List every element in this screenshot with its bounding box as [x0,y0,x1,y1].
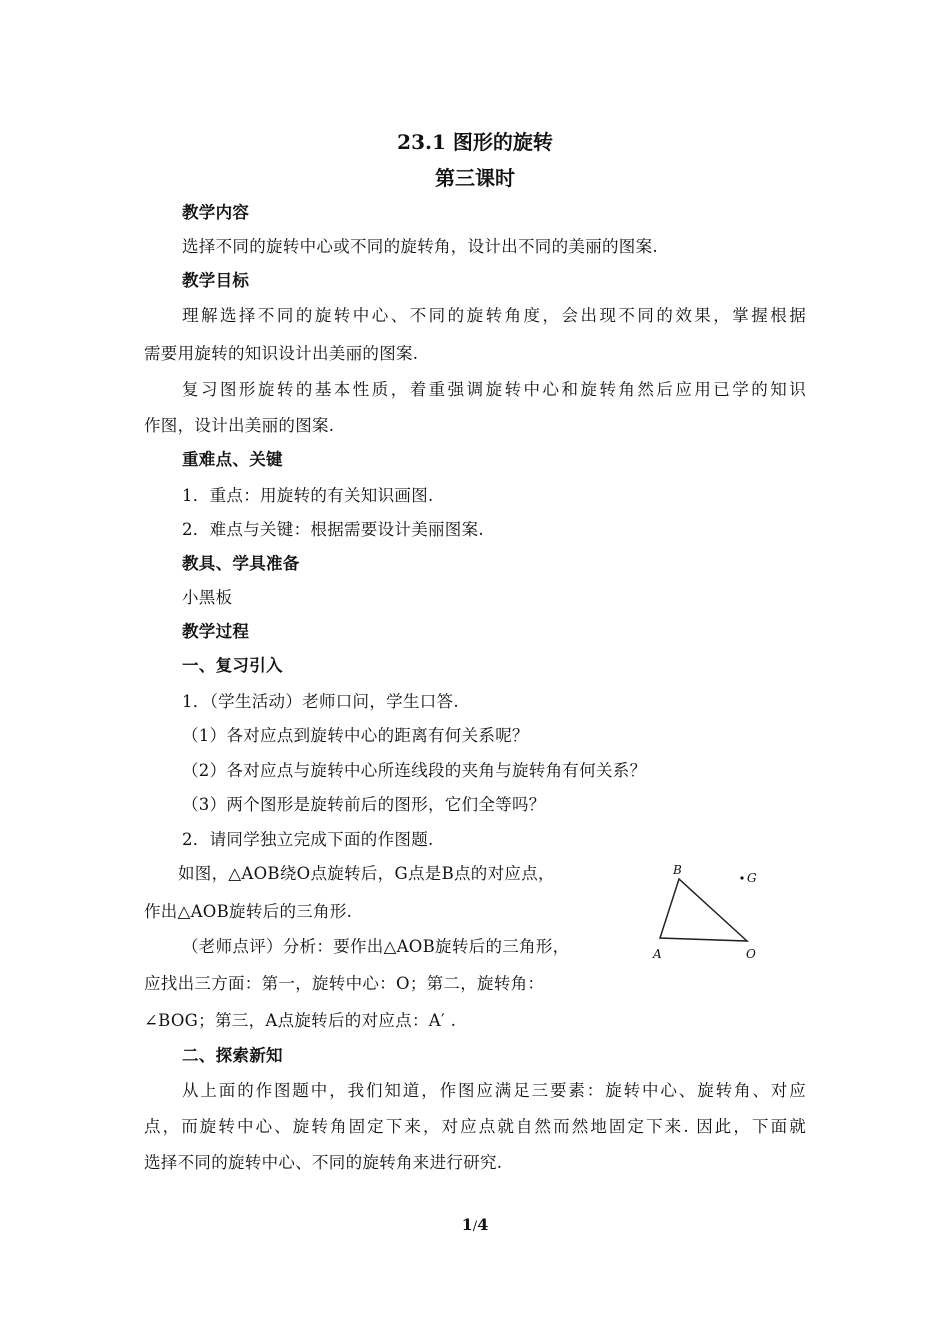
heading-teaching-goals: 教学目标 [182,271,250,290]
explore-line-3: 选择不同的旋转中心、不同的旋转角来进行研究. [144,1153,503,1172]
exercise-line-1: 如图，△AOB绕O点旋转后，G点是B点的对应点， [178,864,555,883]
heading-teaching-process: 教学过程 [182,622,250,641]
exercise-line-4: 应找出三方面：第一，旋转中心：O；第二，旋转角： [144,974,545,993]
label-a: A [653,947,662,961]
goals-paragraph-1-line-1: 理解选择不同的旋转中心、不同的旋转角度，会出现不同的效果，掌握根据 [182,306,806,325]
exercise-line-2: 作出△AOB旋转后的三角形. [144,902,353,921]
review-question-2: （2）各对应点与旋转中心所连线段的夹角与旋转角有何关系？ [182,761,647,780]
point-g [740,876,743,879]
page-footer [0,1215,950,1234]
page-title: 23.1 图形的旋转 [397,130,553,154]
triangle-aob-figure [640,860,770,970]
review-question-1: （1）各对应点到旋转中心的距离有何关系呢？ [182,726,529,745]
triangle-aob [660,879,747,941]
explore-line-1: 从上面的作图题中，我们知道，作图应满足三要素：旋转中心、旋转角、对应 [182,1081,806,1100]
review-item-1: 1．（学生活动）老师口问，学生口答. [182,692,459,711]
teaching-content-text: 选择不同的旋转中心或不同的旋转角，设计出不同的美丽的图案. [182,237,658,256]
exercise-line-5: ∠BOG；第三，A点旋转后的对应点：A′ . [144,1011,457,1030]
page-subtitle: 第三课时 [435,166,515,190]
review-item-2: 2．请同学独立完成下面的作图题. [182,830,434,849]
page-total: 4 [477,1215,489,1234]
label-o: O [746,947,756,961]
key-point-1: 1．重点：用旋转的有关知识画图. [182,486,434,505]
heading-materials: 教具、学具准备 [182,554,300,573]
page-number: 1 [461,1215,473,1234]
review-question-3: （3）两个图形是旋转前后的图形，它们全等吗？ [182,795,546,814]
page-separator: / [472,1219,478,1234]
goals-paragraph-2-line-2: 作图，设计出美丽的图案. [144,416,335,435]
heading-explore-new: 二、探索新知 [182,1046,283,1065]
goals-paragraph-1-line-2: 需要用旋转的知识设计出美丽的图案. [144,344,419,363]
exercise-line-3: （老师点评）分析：要作出△AOB旋转后的三角形， [182,937,570,956]
goals-paragraph-2-line-1: 复习图形旋转的基本性质，着重强调旋转中心和旋转角然后应用已学的知识 [182,380,806,399]
heading-review-intro: 一、复习引入 [182,656,283,675]
heading-teaching-content: 教学内容 [182,203,250,222]
label-b: B [673,863,682,877]
label-g: G [747,871,757,885]
materials-text: 小黑板 [182,588,233,607]
heading-key-points: 重难点、关键 [182,450,283,469]
explore-line-2: 点，而旋转中心、旋转角固定下来，对应点就自然而然地固定下来. 因此，下面就 [144,1117,806,1136]
key-point-2: 2．难点与关键：根据需要设计美丽图案. [182,520,484,539]
